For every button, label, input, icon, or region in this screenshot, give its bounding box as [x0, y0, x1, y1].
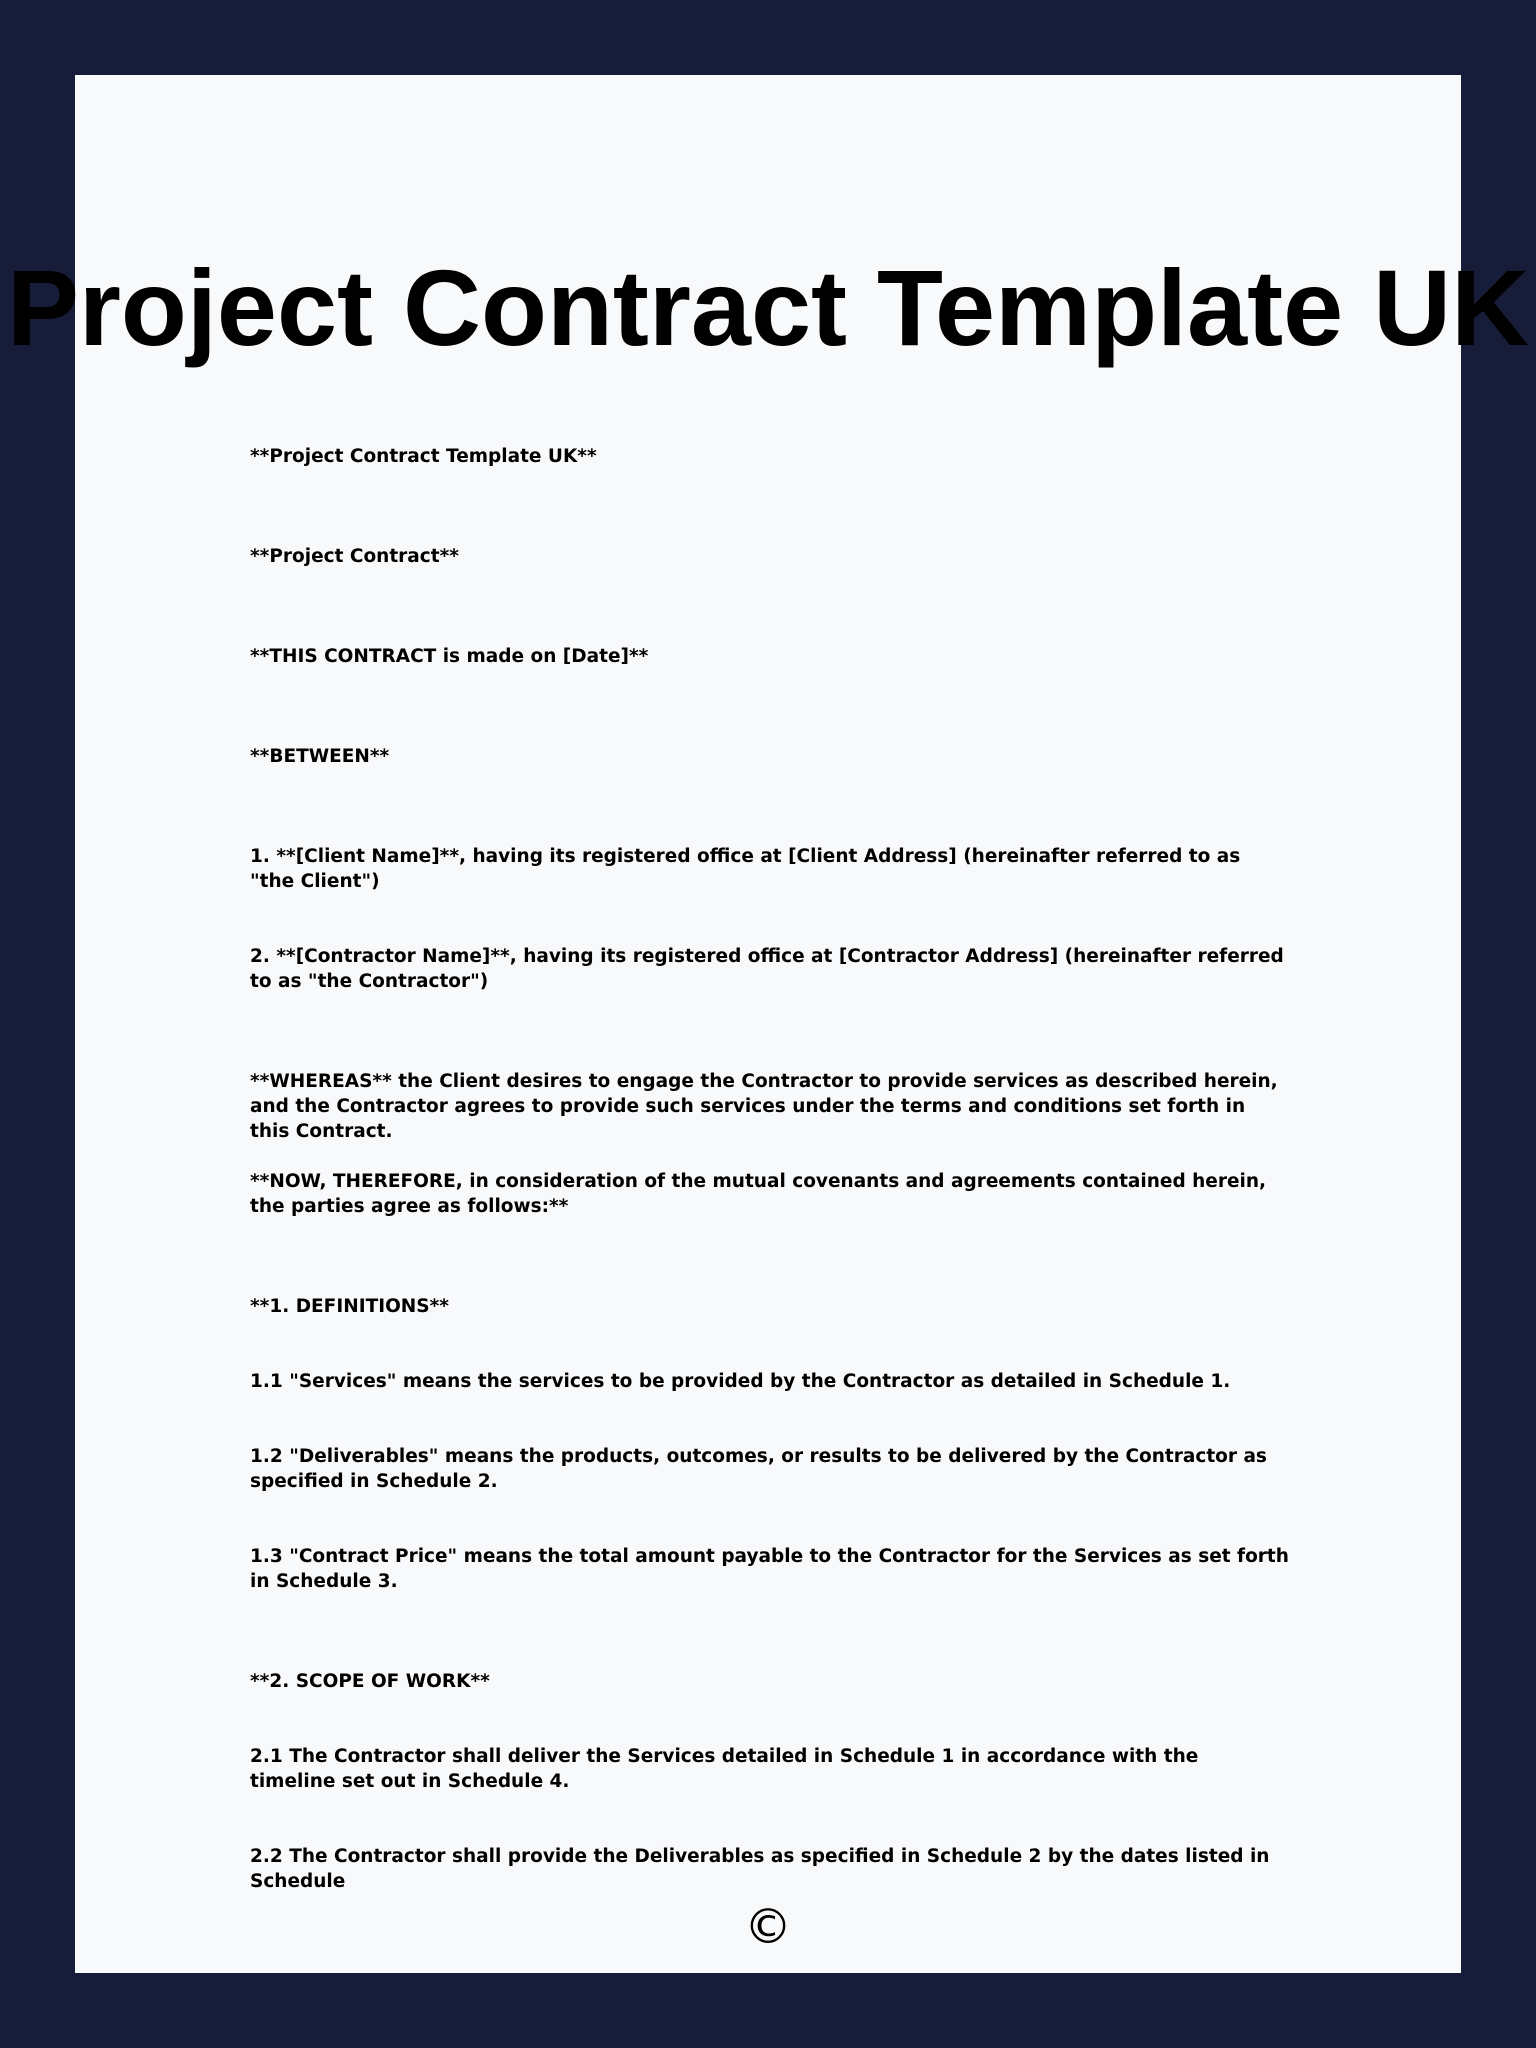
- heading-template-name: **Project Contract Template UK**: [250, 446, 597, 467]
- party-contractor: 2. **[Contractor Name]**, having its registered office at [Contractor Address] (hereinafter referred to as "the Contractor"): [250, 946, 1284, 992]
- contract-date-line: **THIS CONTRACT is made on [Date]**: [250, 646, 649, 667]
- clause-1-2: 1.2 "Deliverables" means the products, outcomes, or results to be delivered by the Contractor as specified in Schedule 2.: [250, 1446, 1267, 1492]
- party-client: 1. **[Client Name]**, having its registered office at [Client Address] (hereinafter referred to as "the Client"): [250, 846, 1241, 892]
- clause-2-1: 2.1 The Contractor shall deliver the Services detailed in Schedule 1 in accordance with the timeline set out in Schedule 4.: [250, 1746, 1199, 1792]
- section-heading-definitions: **1. DEFINITIONS**: [250, 1296, 449, 1317]
- document-body: [250, 444, 1290, 1894]
- heading-project-contract: **Project Contract**: [250, 546, 459, 567]
- whereas-clause: **WHEREAS** the Client desires to engage the Contractor to provide services as described herein, and the Contractor agrees to provide such services under the terms and conditions set forth in this Contract.: [250, 1071, 1278, 1142]
- between-heading: **BETWEEN**: [250, 746, 390, 767]
- clause-2-2: 2.2 The Contractor shall provide the Deliverables as specified in Schedule 2 by the dates listed in Schedule: [250, 1846, 1270, 1892]
- section-heading-scope-of-work: **2. SCOPE OF WORK**: [250, 1671, 490, 1692]
- now-therefore-clause: **NOW, THEREFORE, in consideration of the mutual covenants and agreements contained herein, the parties agree as follows:**: [250, 1171, 1267, 1217]
- copyright-icon: ©: [744, 1899, 792, 1955]
- clause-1-1: 1.1 "Services" means the services to be provided by the Contractor as detailed in Schedule 1.: [250, 1371, 1231, 1392]
- clause-1-3: 1.3 "Contract Price" means the total amount payable to the Contractor for the Services as set forth in Schedule 3.: [250, 1546, 1289, 1592]
- document-title: Project Contract Template UK: [6, 247, 1530, 368]
